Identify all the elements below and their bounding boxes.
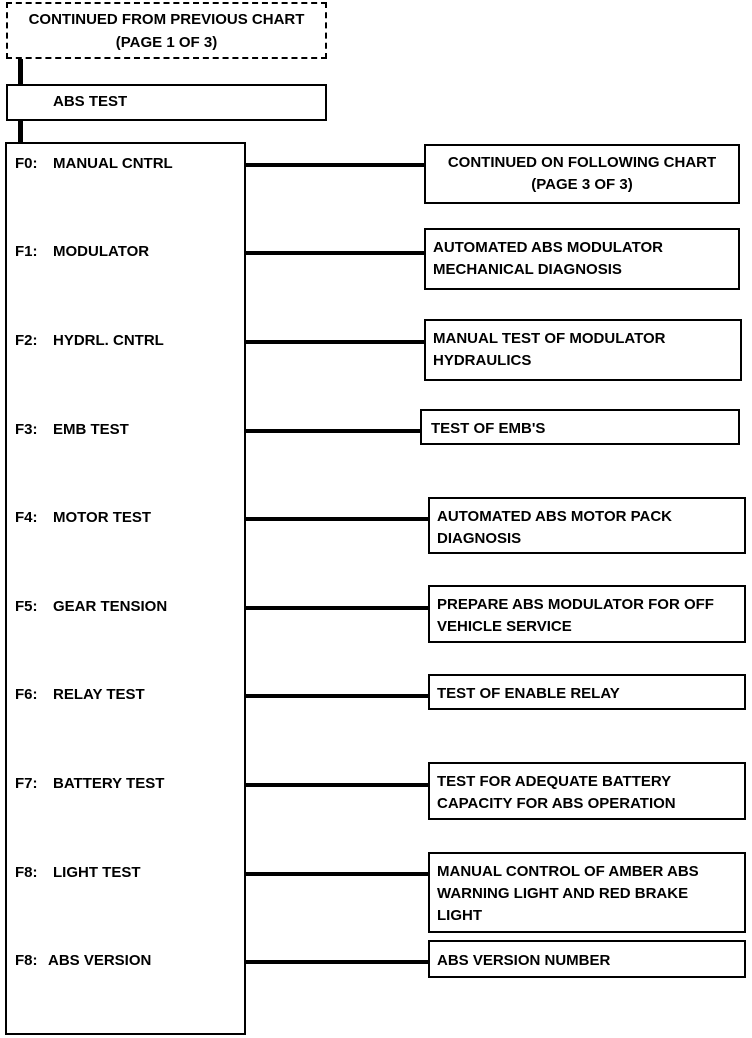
abs-test-label: ABS TEST xyxy=(53,93,128,110)
menu-label-f3: EMB TEST xyxy=(53,421,129,438)
menu-label-f0: MANUAL CNTRL xyxy=(53,155,173,172)
continued-from-title: CONTINUED FROM PREVIOUS CHART xyxy=(28,11,305,28)
desc-text-f6: TEST OF ENABLE RELAY xyxy=(437,685,620,702)
connector-f3 xyxy=(246,429,420,433)
menu-key-f0: F0: xyxy=(15,155,38,172)
connector-f8-version xyxy=(246,960,428,964)
desc-text-f8-version: ABS VERSION NUMBER xyxy=(437,952,611,969)
connector-f8-light xyxy=(246,872,428,876)
connector-f6 xyxy=(246,694,428,698)
connector-f2 xyxy=(246,340,424,344)
connector-f5 xyxy=(246,606,428,610)
desc-text-f1: AUTOMATED ABS MODULATOR MECHANICAL DIAGNOSIS xyxy=(433,239,663,278)
menu-label-f4: MOTOR TEST xyxy=(53,509,152,526)
menu-key-f2: F2: xyxy=(15,332,38,349)
connector-f7 xyxy=(246,783,428,787)
menu-label-f8-version: ABS VERSION xyxy=(48,952,152,969)
menu-label-f5: GEAR TENSION xyxy=(53,598,168,615)
menu-key-f1: F1: xyxy=(15,243,38,260)
desc-text-f4: AUTOMATED ABS MOTOR PACK DIAGNOSIS xyxy=(437,508,672,547)
continued-from-page: (PAGE 1 OF 3) xyxy=(115,34,218,51)
desc-text-f0: CONTINUED ON FOLLOWING CHART (PAGE 3 OF 3) xyxy=(447,154,717,193)
connector-menu xyxy=(18,121,23,143)
desc-text-f3: TEST OF EMB'S xyxy=(431,420,546,437)
desc-text-f5: PREPARE ABS MODULATOR FOR OFF VEHICLE SERVICE xyxy=(437,596,714,635)
desc-text-f2: MANUAL TEST OF MODULATOR HYDRAULICS xyxy=(433,330,666,369)
menu-key-f7: F7: xyxy=(15,775,38,792)
desc-text-f8-light: MANUAL CONTROL OF AMBER ABS WARNING LIGHT AND RED BRAKE LIGHT xyxy=(437,863,699,924)
connector-f4 xyxy=(246,517,428,521)
menu-key-f8-light: F8: xyxy=(15,864,38,881)
menu-box xyxy=(5,142,246,1035)
menu-label-f6: RELAY TEST xyxy=(53,686,145,703)
menu-label-f2: HYDRL. CNTRL xyxy=(53,332,164,349)
desc-text-f7: TEST FOR ADEQUATE BATTERY CAPACITY FOR ABS OPERATION xyxy=(437,773,676,812)
menu-key-f8-version: F8: xyxy=(15,952,38,969)
menu-key-f3: F3: xyxy=(15,421,38,438)
menu-label-f8-light: LIGHT TEST xyxy=(53,864,141,881)
connector-top xyxy=(18,59,23,84)
menu-key-f6: F6: xyxy=(15,686,38,703)
menu-label-f7: BATTERY TEST xyxy=(53,775,165,792)
connector-f1 xyxy=(246,251,424,255)
menu-key-f4: F4: xyxy=(15,509,38,526)
menu-label-f1: MODULATOR xyxy=(53,243,150,260)
menu-key-f5: F5: xyxy=(15,598,38,615)
connector-f0 xyxy=(246,163,424,167)
